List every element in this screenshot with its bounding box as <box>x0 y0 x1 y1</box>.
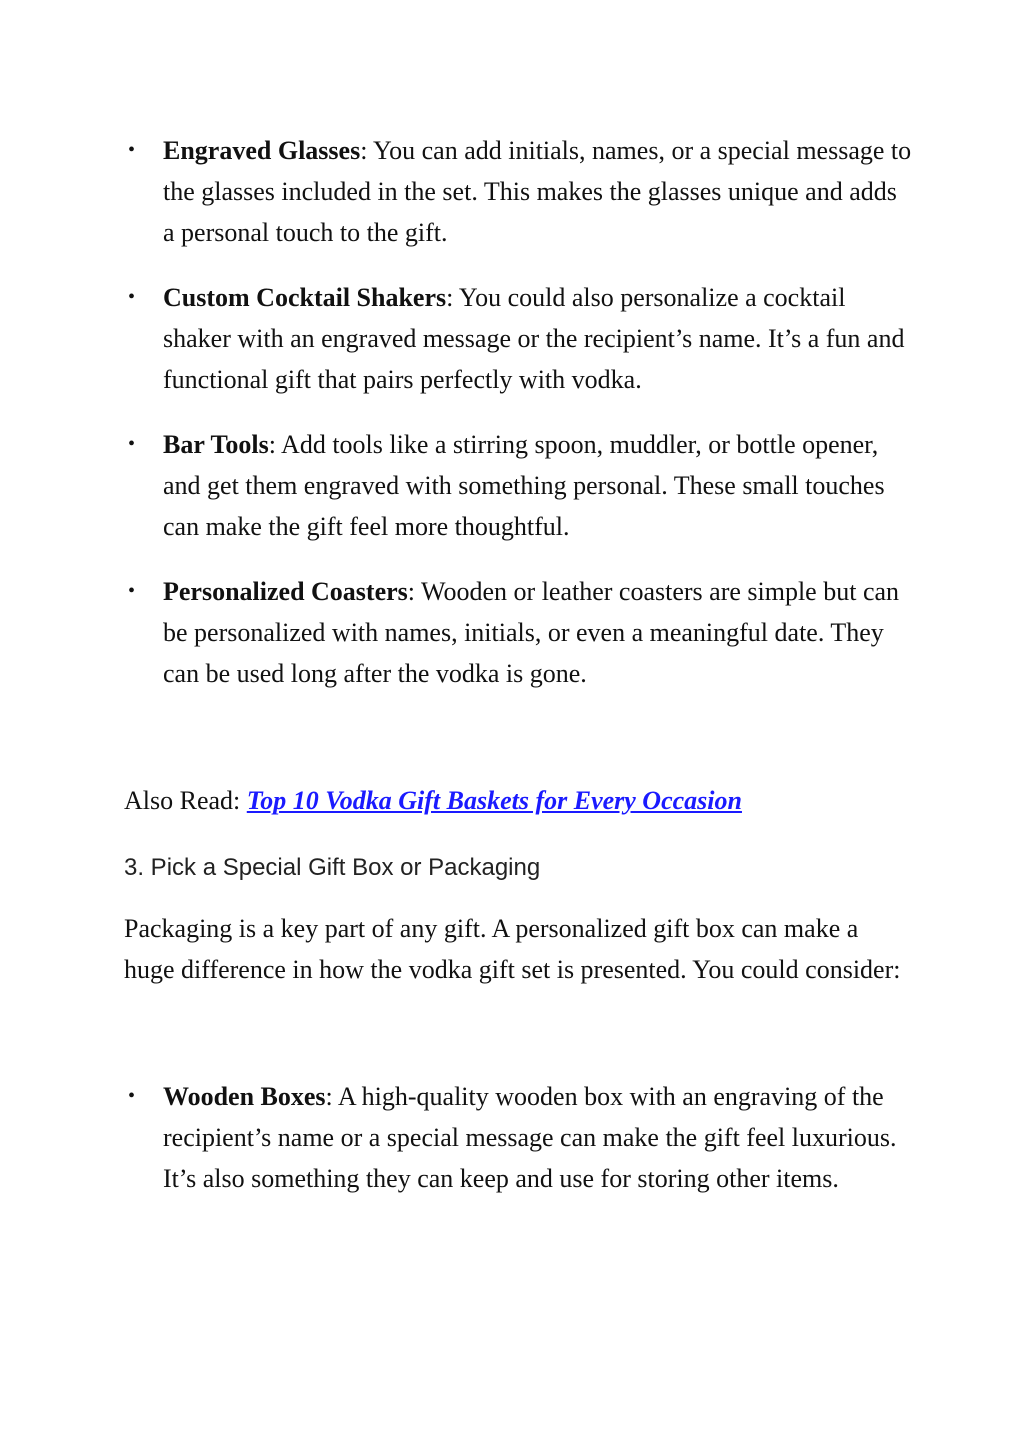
bullet-icon: • <box>128 1085 136 1107</box>
item-description: : You could also personalize a cocktail shaker with an engraved message or the recipient’s name. It’s a fun and functional gift that pairs perfectly with vodka. <box>163 283 905 394</box>
also-read-label: Also Read: <box>124 786 247 815</box>
item-term: Engraved Glasses <box>163 136 361 165</box>
item-term: Personalized Coasters <box>163 577 408 606</box>
personalization-list <box>124 130 914 718</box>
item-description: : You can add initials, names, or a special message to the glasses included in the set. This makes the glasses unique and adds a personal touch to the gift. <box>163 136 912 247</box>
also-read-link[interactable]: Top 10 Vodka Gift Baskets for Every Occasion <box>246 786 742 815</box>
item-description: : Wooden or leather coasters are simple but can be personalized with names, initials, or even a meaningful date. They can be used long after the vodka is gone. <box>163 577 900 688</box>
item-description: : Add tools like a stirring spoon, muddler, or bottle opener, and get them engraved with something personal. These small touches can make the gift feel more thoughtful. <box>163 430 885 541</box>
item-term: Custom Cocktail Shakers <box>163 283 447 312</box>
list-item-custom-cocktail-shakers <box>124 277 914 400</box>
item-description: : A high-quality wooden box with an engraving of the recipient’s name or a special message can make the gift feel luxurious. It’s also something they can keep and use for storing other items. <box>163 1082 897 1193</box>
also-read-line <box>124 780 742 821</box>
list-item-personalized-coasters <box>124 571 914 694</box>
bullet-icon: • <box>128 433 136 455</box>
item-term: Wooden Boxes <box>163 1082 326 1111</box>
packaging-list <box>124 1076 914 1223</box>
bullet-icon: • <box>128 286 136 308</box>
section-paragraph: Packaging is a key part of any gift. A personalized gift box can make a huge difference in how the vodka gift set is presented. You could consider: <box>124 914 901 984</box>
bullet-icon: • <box>128 139 136 161</box>
list-item-engraved-glasses <box>124 130 914 253</box>
bullet-icon: • <box>128 580 136 602</box>
list-item-wooden-boxes <box>124 1076 914 1199</box>
list-item-bar-tools <box>124 424 914 547</box>
section-heading: 3. Pick a Special Gift Box or Packaging <box>124 854 541 881</box>
item-term: Bar Tools <box>163 430 269 459</box>
